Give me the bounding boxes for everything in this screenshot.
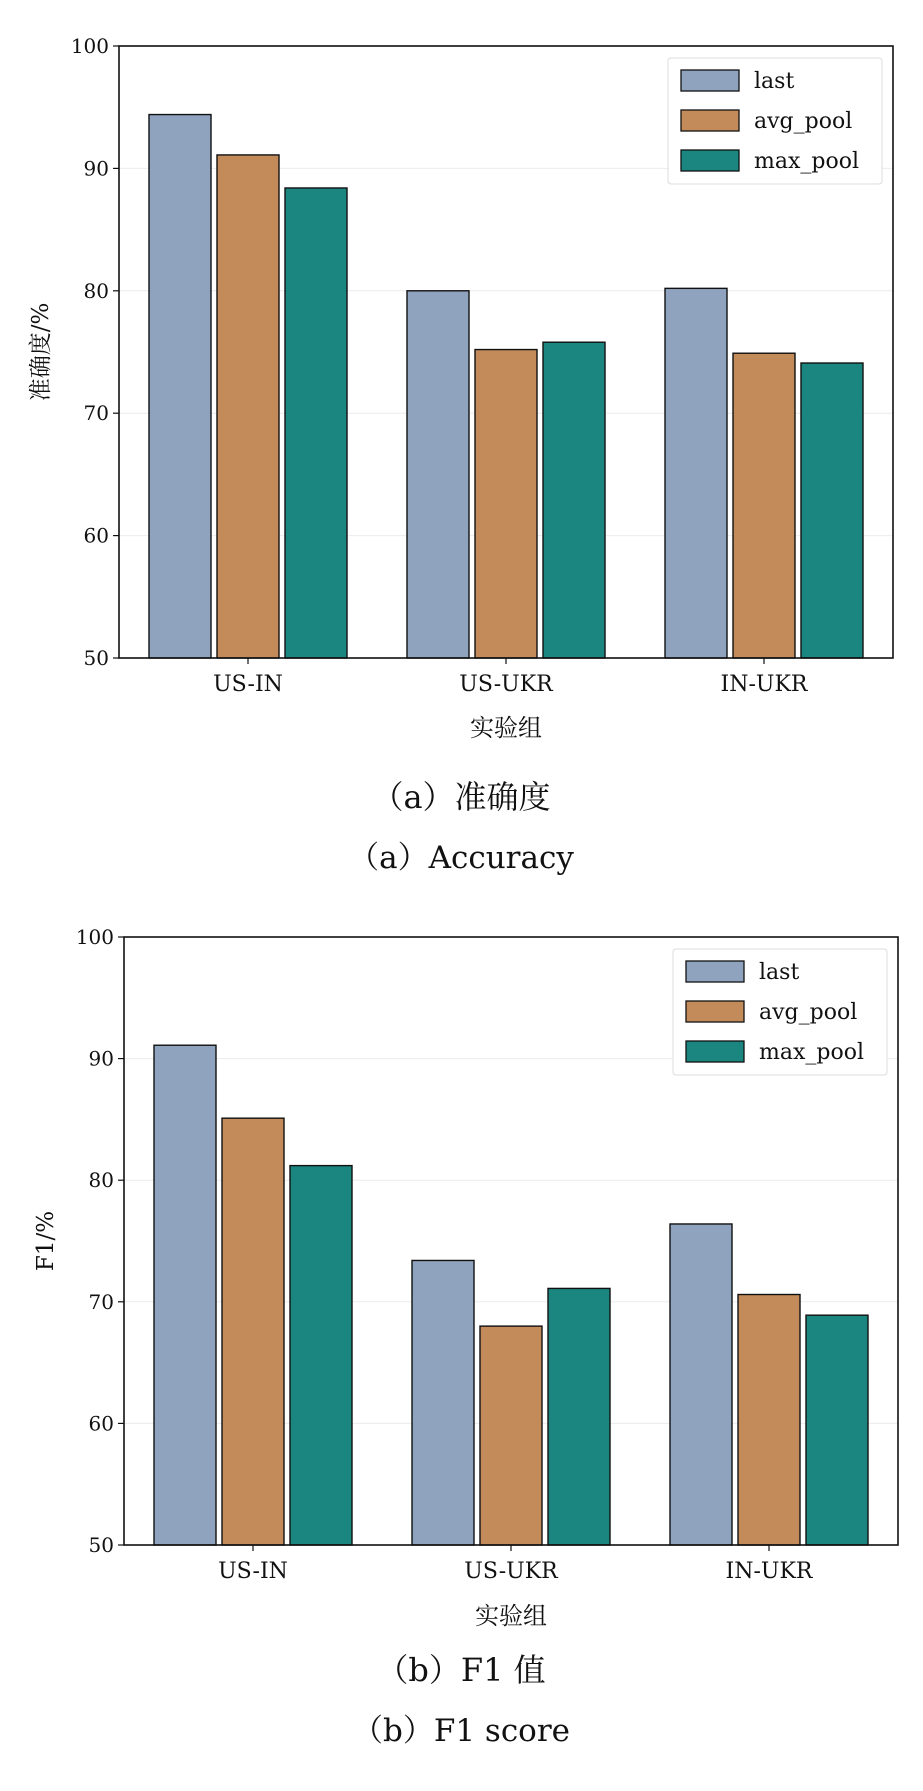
bar-last-US-UKR xyxy=(407,291,469,658)
x-tick-label: US-IN xyxy=(218,1559,288,1584)
bar-last-US-UKR xyxy=(412,1260,474,1545)
legend-swatch-max_pool xyxy=(686,1041,744,1062)
bar-avg_pool-IN-UKR xyxy=(738,1295,800,1545)
legend-swatch-last xyxy=(681,70,739,91)
y-axis-label: F1/% xyxy=(33,1210,59,1272)
legend xyxy=(673,949,887,1075)
y-tick-label: 80 xyxy=(83,278,109,303)
legend-label-max_pool: max_pool xyxy=(754,149,859,174)
y-tick-label: 60 xyxy=(88,1411,114,1436)
y-tick-label: 60 xyxy=(83,523,109,548)
bar-max_pool-IN-UKR xyxy=(806,1315,868,1545)
caption-en: （a）Accuracy xyxy=(348,840,574,876)
y-tick-label: 90 xyxy=(88,1046,114,1071)
bar-max_pool-IN-UKR xyxy=(801,363,863,658)
bar-avg_pool-US-UKR xyxy=(480,1326,542,1545)
legend-label-last: last xyxy=(754,69,795,94)
y-tick-label: 100 xyxy=(70,34,109,58)
x-tick-label: US-UKR xyxy=(464,1559,558,1584)
bar-avg_pool-US-UKR xyxy=(475,350,537,658)
legend-swatch-avg_pool xyxy=(686,1001,744,1022)
x-axis-label: 实验组 xyxy=(470,714,542,742)
bar-max_pool-US-IN xyxy=(285,188,347,658)
bar-max_pool-US-UKR xyxy=(543,342,605,658)
legend-label-max_pool: max_pool xyxy=(759,1040,864,1065)
caption-cn: （b）F1 值 xyxy=(376,1651,546,1689)
bar-avg_pool-IN-UKR xyxy=(733,353,795,658)
caption-cn: （a）准确度 xyxy=(371,778,551,816)
y-tick-label: 70 xyxy=(83,401,109,426)
y-tick-label: 50 xyxy=(83,646,109,670)
legend-label-avg_pool: avg_pool xyxy=(754,109,853,134)
legend-label-avg_pool: avg_pool xyxy=(759,1000,858,1025)
x-tick-label: IN-UKR xyxy=(720,672,808,697)
y-axis-label: 准确度/% xyxy=(28,302,54,402)
x-tick-label: US-IN xyxy=(213,672,283,697)
bar-last-IN-UKR xyxy=(670,1224,732,1545)
bar-last-IN-UKR xyxy=(665,288,727,658)
legend-label-last: last xyxy=(759,960,800,985)
bar-max_pool-US-UKR xyxy=(548,1288,610,1545)
bar-last-US-IN xyxy=(149,115,211,658)
bar-max_pool-US-IN xyxy=(290,1166,352,1545)
chart-f1 xyxy=(33,925,898,1749)
legend-swatch-last xyxy=(686,961,744,982)
y-tick-label: 90 xyxy=(83,156,109,181)
legend-swatch-max_pool xyxy=(681,150,739,171)
x-tick-label: US-UKR xyxy=(459,672,553,697)
y-tick-label: 80 xyxy=(88,1168,114,1193)
y-tick-label: 50 xyxy=(88,1533,114,1557)
legend xyxy=(668,58,882,184)
y-tick-label: 100 xyxy=(75,925,114,949)
x-axis-label: 实验组 xyxy=(475,1602,547,1630)
chart-accuracy xyxy=(28,34,893,876)
legend-swatch-avg_pool xyxy=(681,110,739,131)
bar-avg_pool-US-IN xyxy=(217,155,279,658)
caption-en: （b）F1 score xyxy=(351,1713,571,1749)
y-tick-label: 70 xyxy=(88,1289,114,1314)
bar-avg_pool-US-IN xyxy=(222,1118,284,1545)
x-tick-label: IN-UKR xyxy=(725,1559,813,1584)
bar-last-US-IN xyxy=(154,1045,216,1545)
